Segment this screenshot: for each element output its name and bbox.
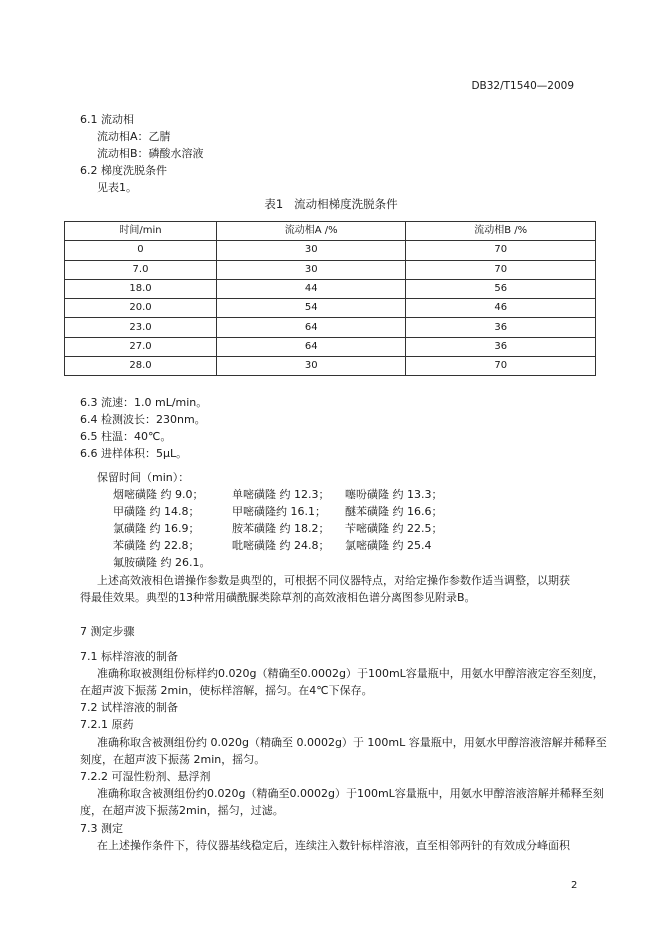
section-6-1-heading: 6.1 流动相: [80, 113, 134, 126]
table-cell: 30: [216, 241, 405, 260]
retention-entry: 吡嘧磺隆 约 24.8；: [232, 539, 330, 552]
table-cell: 36: [406, 318, 596, 337]
section-7-2-2-heading: 7.2.2 可湿性粉剂、悬浮剂: [80, 770, 211, 783]
retention-entry: 氟胺磺隆 约 26.1。: [113, 556, 211, 569]
table-row: [65, 241, 596, 260]
table-row: [65, 318, 596, 337]
section-7-3-heading: 7.3 测定: [80, 822, 123, 835]
injection-volume: 6.6 进样体积：5μL。: [80, 447, 188, 460]
table-header-time: 时间/min: [65, 222, 217, 241]
flow-rate: 6.3 流速：1.0 mL/min。: [80, 396, 208, 409]
table-cell: 20.0: [65, 299, 217, 318]
retention-entry: 氯嘧磺隆 约 25.4: [345, 539, 432, 552]
table-row: [65, 357, 596, 376]
retention-entry: 烟嘧磺隆 约 9.0；: [113, 488, 204, 501]
document-id: DB32/T1540—2009: [471, 80, 574, 92]
table-header-phase-b: 流动相B /%: [406, 222, 596, 241]
section-7-heading: 7 测定步骤: [80, 625, 135, 638]
table-cell: 56: [406, 279, 596, 298]
retention-entry: 噻吩磺隆 约 13.3；: [345, 488, 443, 501]
table-cell: 64: [216, 318, 405, 337]
table-cell: 64: [216, 337, 405, 356]
paragraph-line: 度，在超声波下振荡2min，摇匀，过滤。: [80, 804, 284, 817]
table-row: [65, 337, 596, 356]
retention-entry: 甲嘧磺隆约 16.1；: [232, 505, 326, 518]
mobile-phase-a: 流动相A：乙腈: [97, 130, 171, 143]
gradient-table: [64, 221, 596, 376]
section-7-2-1-heading: 7.2.1 原药: [80, 718, 134, 731]
table-header-phase-a: 流动相A /%: [216, 222, 405, 241]
table-cell: 28.0: [65, 357, 217, 376]
table-cell: 46: [406, 299, 596, 318]
paragraph-line: 准确称取含被测组份约0.020g（精确至0.0002g）于100mL容量瓶中，用氨水甲醇溶液溶解并稀释至刻: [97, 787, 604, 800]
table-row: [65, 260, 596, 279]
mobile-phase-b: 流动相B：磷酸水溶液: [97, 147, 204, 160]
table-header-row: [65, 222, 596, 241]
table-row: [65, 299, 596, 318]
section-7-1-heading: 7.1 标样溶液的制备: [80, 650, 178, 663]
paragraph-line: 得最佳效果。典型的13种常用磺酰脲类除草剂的高效液相色谱分离图参见附录B。: [80, 591, 476, 604]
table-cell: 70: [406, 241, 596, 260]
detection-wavelength: 6.4 检测波长：230nm。: [80, 413, 206, 426]
section-7-2-heading: 7.2 试样溶液的制备: [80, 701, 178, 714]
retention-entry: 苯磺隆 约 22.8；: [113, 539, 200, 552]
table-cell: 54: [216, 299, 405, 318]
retention-entry: 单嘧磺隆 约 12.3；: [232, 488, 330, 501]
retention-entry: 醚苯磺隆 约 16.6；: [345, 505, 443, 518]
table-row: [65, 279, 596, 298]
paragraph-line: 上述高效液相色谱操作参数是典型的，可根据不同仪器特点，对给定操作参数作适当调整，以期获: [97, 574, 570, 587]
table-cell: 18.0: [65, 279, 217, 298]
retention-entry: 苄嘧磺隆 约 22.5；: [345, 522, 443, 535]
retention-entry: 氯磺隆 约 16.9；: [113, 522, 200, 535]
page-number: 2: [571, 880, 578, 891]
table-cell: 30: [216, 260, 405, 279]
retention-time-label: 保留时间（min）：: [97, 471, 190, 484]
table-cell: 23.0: [65, 318, 217, 337]
paragraph-line: 在超声波下振荡 2min，使标样溶解，摇匀。在4℃下保存。: [80, 684, 373, 697]
table-cell: 30: [216, 357, 405, 376]
paragraph-line: 在上述操作条件下，待仪器基线稳定后，连续注入数针标样溶液，直至相邻两针的有效成分峰面积: [97, 839, 570, 852]
table-cell: 7.0: [65, 260, 217, 279]
retention-entry: 胺苯磺隆 约 18.2；: [232, 522, 330, 535]
table-cell: 44: [216, 279, 405, 298]
column-temperature: 6.5 柱温：40℃。: [80, 430, 172, 443]
table-cell: 70: [406, 357, 596, 376]
table-cell: 27.0: [65, 337, 217, 356]
table-title: 表1 流动相梯度洗脱条件: [264, 197, 398, 211]
section-6-2-heading: 6.2 梯度洗脱条件: [80, 164, 167, 177]
table-cell: 0: [65, 241, 217, 260]
table-cell: 70: [406, 260, 596, 279]
retention-entry: 甲磺隆 约 14.8；: [113, 505, 200, 518]
paragraph-line: 刻度，在超声波下振荡 2min，摇匀。: [80, 753, 266, 766]
paragraph-line: 准确称取含被测组份约 0.020g（精确至 0.0002g）于 100mL 容量瓶中，用氨水甲醇溶液溶解并稀释至: [97, 736, 607, 749]
paragraph-line: 准确称取被测组份标样约0.020g（精确至0.0002g）于100mL容量瓶中，用氨水甲醇溶液定容至刻度，: [97, 667, 604, 680]
see-table-text: 见表1。: [97, 181, 137, 194]
table-cell: 36: [406, 337, 596, 356]
